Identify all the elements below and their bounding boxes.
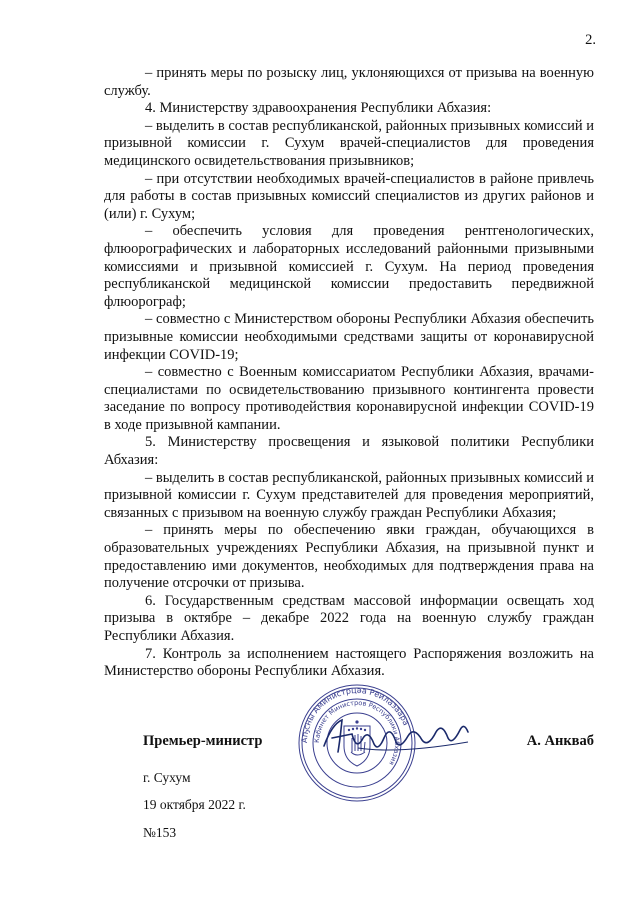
paragraph: 4. Министерству здравоохранения Республики Абхазия: (145, 100, 492, 117)
paragraph: 7. Контроль за исполнением настоящего Распоряжения возложить на Министерство обороны Республики Абхазия. (104, 645, 594, 680)
seal-inner-text: Кабинет Министров Республики Абхазия (312, 698, 402, 767)
page-number: 2. (585, 32, 596, 48)
paragraph: – обеспечить условия для проведения рентгенологических, флюорографических и лабораторных исследований районными призывными комиссиями и призывной комиссией г. Сухум. На период проведения республиканской медицинской комиссии предоставить передвижной флюорограф; (104, 223, 594, 310)
paragraph: – выделить в состав республиканской, районных призывных комиссий и призывной комиссии г. Сухум представителей для проведения мероприятий, связанных с призывом на военную службу граждан Республики Абхазия; (104, 469, 594, 521)
paragraph: – совместно с Военным комиссариатом Республики Абхазия, врачами-специалистами по освидетельствованию призывного контингента провести заседание по вопросу противодействия коронавирусной инфекции COVID-19 в ходе призывной кампании. (104, 364, 594, 433)
paragraph: – при отсутствии необходимых врачей-специалистов в районе привлечь для работы в состав призывных комиссий специалистов из других районов и (или) г. Сухум; (104, 170, 594, 222)
seal-outer-text: Аҧсны Аминистрцәа Реилазаара (299, 685, 411, 744)
paragraph: 6. Государственным средствам массовой информации освещать ход призыва в октябре – декабре 2022 года на военную службу граждан Республики Абхазия. (104, 592, 594, 644)
paragraph: – принять меры по обеспечению явки граждан, обучающихся в образовательных учреждениях Республики Абхазия, на призывной пункт и предоставлению ими документов, необходимых для подтверждения права на получение отсрочки от призыва. (104, 522, 594, 592)
paragraph: – выделить в состав республиканской, районных призывных комиссий и призывной комиссии г. Сухум врачей-специалистов для проведения медицинского освидетельствования призывников; (104, 117, 594, 169)
paragraph: – принять меры по розыску лиц, уклоняющихся от призыва на военную службу. (104, 65, 594, 99)
document-body (104, 65, 594, 681)
paragraph: – совместно с Министерством обороны Республики Абхазия обеспечить призывные комиссии необходимыми средствами защиты от коронавирусной инфекции COVID-19; (104, 311, 594, 363)
signatory-role: Премьер-министр (143, 733, 263, 749)
paragraph: 5. Министерству просвещения и языковой политики Республики Абхазия: (104, 434, 594, 469)
handwritten-signature-icon (318, 710, 478, 760)
signatory-name: А. Анкваб (526, 733, 594, 749)
document-number: №153 (143, 825, 177, 840)
document-date: 19 октября 2022 г. (143, 797, 246, 812)
document-city: г. Сухум (143, 770, 191, 785)
